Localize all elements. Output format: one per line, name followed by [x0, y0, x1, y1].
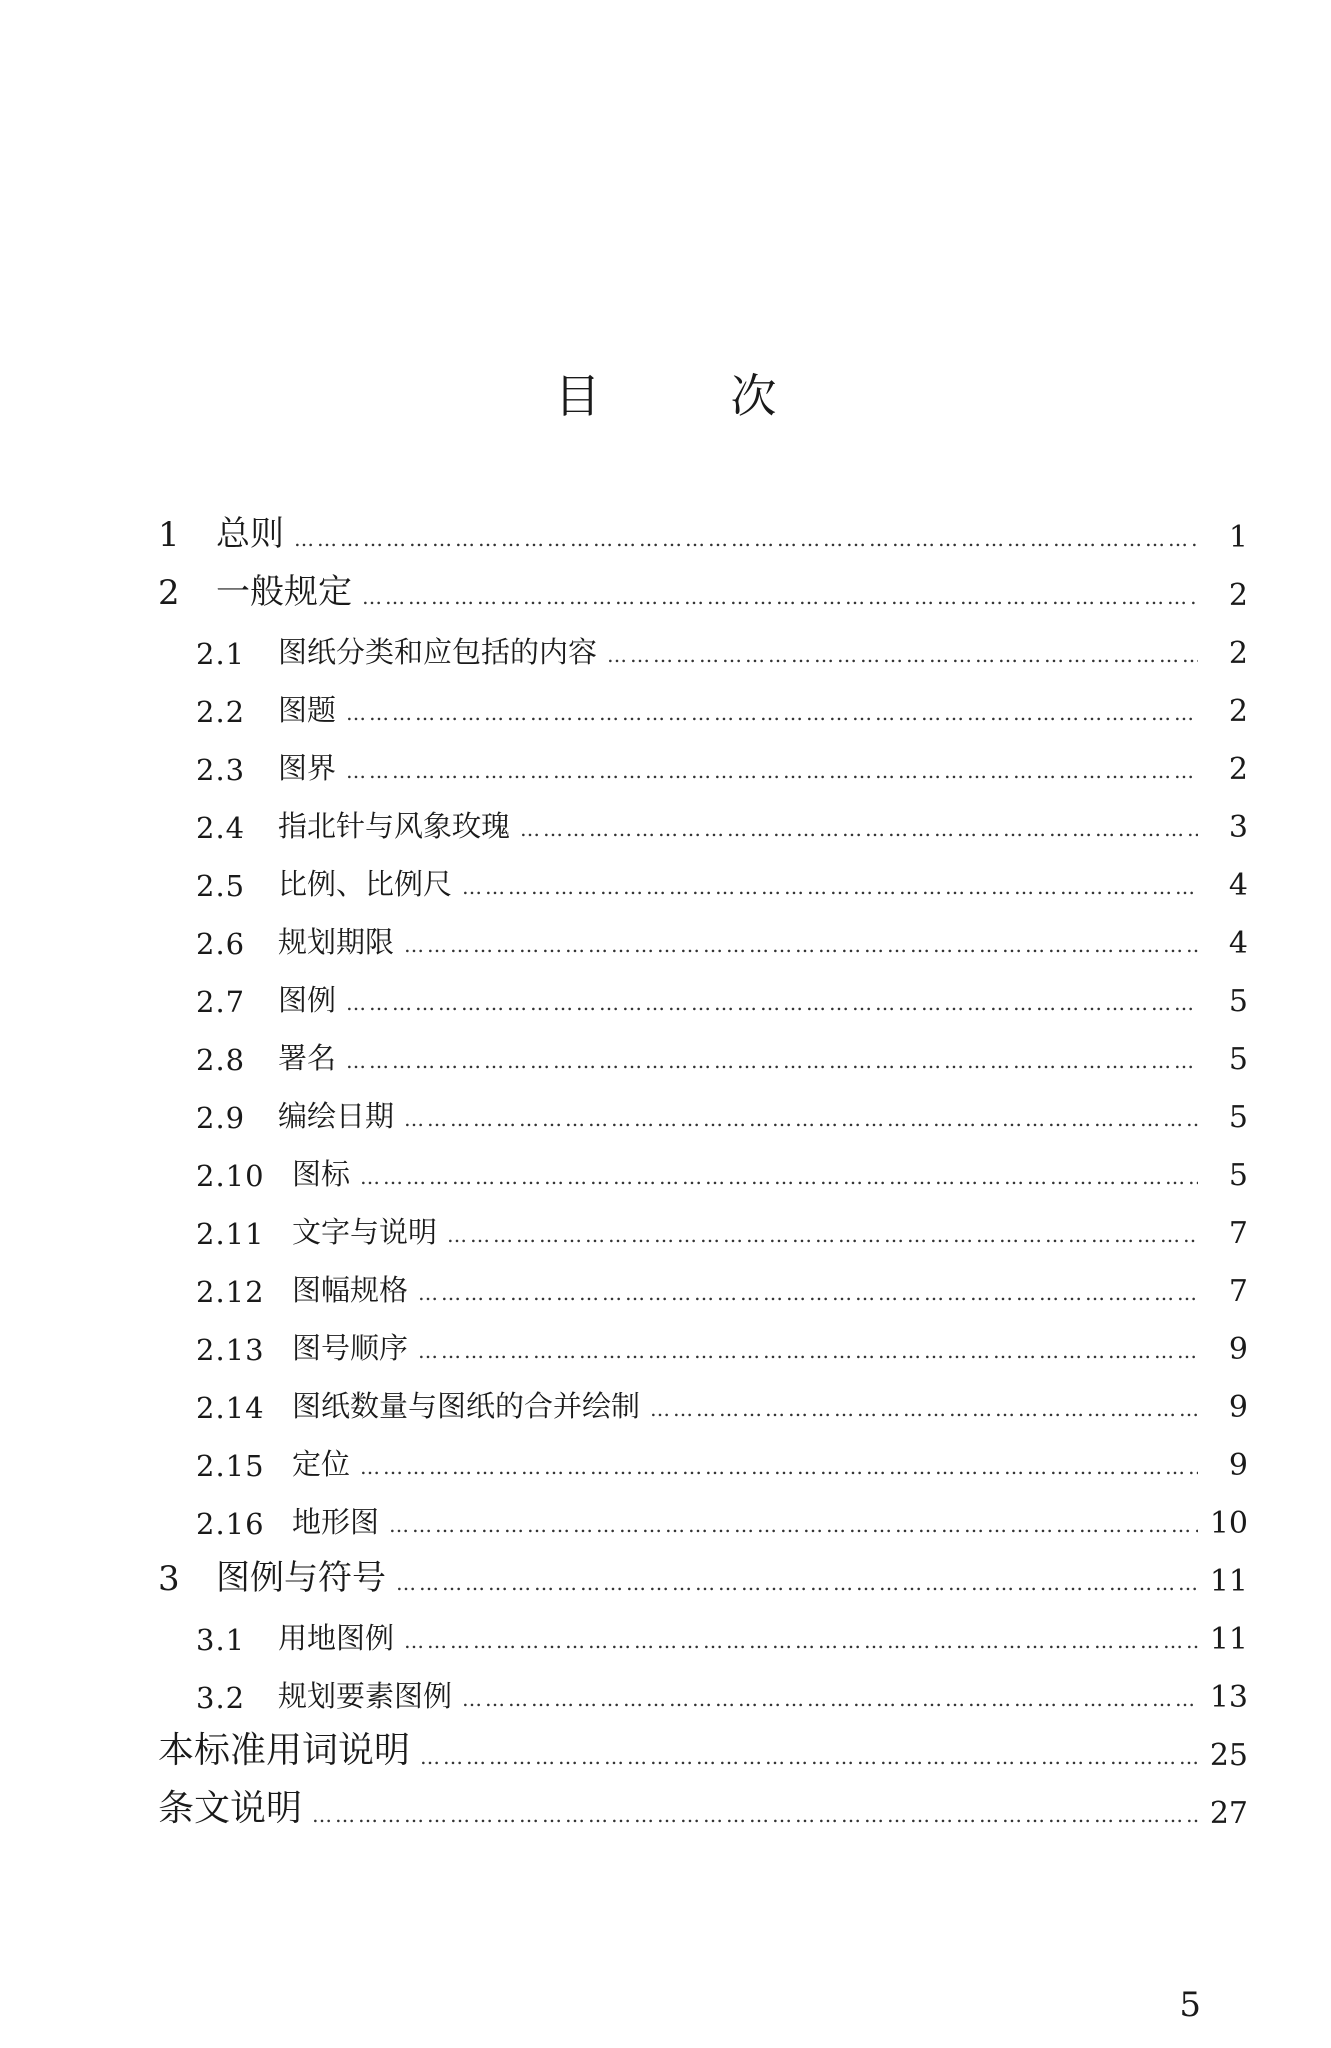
- toc-entry-label: 编绘日期: [278, 1099, 395, 1133]
- toc-entry[interactable]: [158, 853, 1248, 911]
- toc-dot-leader: [294, 529, 1198, 549]
- toc-entry-page: 2: [1228, 578, 1248, 613]
- toc-entry[interactable]: [158, 911, 1248, 969]
- toc-entry-label: 规划期限: [278, 925, 395, 959]
- toc-entry-label: 条文说明: [158, 1788, 303, 1829]
- toc-dot-leader: [404, 935, 1198, 955]
- toc-entry[interactable]: [158, 1259, 1248, 1317]
- toc-entry-label: 指北针与风象玫瑰: [278, 809, 511, 843]
- toc-dot-leader: [346, 761, 1198, 781]
- toc-entry[interactable]: [158, 621, 1248, 679]
- toc-entry[interactable]: [158, 795, 1248, 853]
- toc-entry-number: 3.1: [196, 1623, 246, 1657]
- toc-entry-number: 2.16: [196, 1507, 265, 1541]
- toc-entry[interactable]: [158, 1027, 1248, 1085]
- toc-dot-leader: [346, 1051, 1198, 1071]
- toc-dot-leader: [346, 993, 1198, 1013]
- table-of-contents: [158, 505, 1248, 1839]
- page-number: 5: [1179, 1985, 1201, 2025]
- toc-dot-leader: [362, 587, 1198, 607]
- toc-entry-label: 一般规定: [216, 572, 352, 612]
- toc-entry-label: 地形图: [292, 1505, 380, 1539]
- toc-title: [0, 360, 1331, 426]
- toc-entry-label: 图标: [292, 1157, 351, 1191]
- toc-entry-label: 图题: [278, 693, 337, 727]
- toc-dot-leader: [418, 1341, 1198, 1361]
- toc-entry-number: 2.12: [196, 1275, 265, 1309]
- toc-entry-page: 5: [1228, 1042, 1248, 1077]
- toc-entry-page: 2: [1228, 752, 1248, 787]
- toc-entry-page: 10: [1209, 1506, 1248, 1541]
- toc-entry-page: 9: [1228, 1390, 1248, 1425]
- toc-entry-number: 2.8: [196, 1043, 246, 1077]
- toc-entry[interactable]: [158, 679, 1248, 737]
- toc-dot-leader: [360, 1457, 1198, 1477]
- toc-entry-number: 2.7: [196, 985, 246, 1019]
- toc-dot-leader: [650, 1399, 1198, 1419]
- toc-entry-label: 图幅规格: [292, 1273, 409, 1307]
- toc-entry-page: 4: [1228, 868, 1248, 903]
- toc-title-char-1: 目: [554, 369, 601, 423]
- toc-dot-leader: [462, 1689, 1198, 1709]
- toc-entry-number: 2.9: [196, 1101, 246, 1135]
- toc-entry-page: 7: [1228, 1216, 1248, 1251]
- toc-entry-number: 2.11: [196, 1217, 265, 1251]
- toc-entry-label: 图号顺序: [292, 1331, 409, 1365]
- toc-entry[interactable]: [158, 737, 1248, 795]
- toc-entry[interactable]: [158, 1201, 1248, 1259]
- toc-entry[interactable]: [158, 1085, 1248, 1143]
- toc-entry-number: 2.2: [196, 695, 246, 729]
- toc-entry[interactable]: [158, 1491, 1248, 1549]
- toc-dot-leader: [389, 1515, 1198, 1535]
- toc-entry-page: 11: [1209, 1564, 1248, 1599]
- toc-entry-label: 定位: [292, 1447, 351, 1481]
- toc-dot-leader: [447, 1225, 1198, 1245]
- toc-entry-page: 4: [1228, 926, 1248, 961]
- toc-title-char-2: 次: [730, 369, 777, 423]
- toc-entry-number: 3.2: [196, 1681, 246, 1715]
- toc-entry-label: 图纸数量与图纸的合并绘制: [292, 1389, 641, 1423]
- toc-entry-label: 图例与符号: [216, 1558, 386, 1598]
- toc-entry[interactable]: [158, 1317, 1248, 1375]
- toc-entry-number: 2.5: [196, 869, 246, 903]
- toc-dot-leader: [420, 1747, 1198, 1767]
- toc-entry-label: 比例、比例尺: [278, 867, 453, 901]
- toc-entry-page: 5: [1228, 1158, 1248, 1193]
- toc-entry-page: 2: [1228, 636, 1248, 671]
- toc-entry[interactable]: [158, 969, 1248, 1027]
- toc-entry[interactable]: [158, 1781, 1248, 1839]
- toc-entry-label: 文字与说明: [292, 1215, 438, 1249]
- toc-entry-label: 图界: [278, 751, 337, 785]
- toc-entry-page: 5: [1228, 984, 1248, 1019]
- toc-entry-page: 5: [1228, 1100, 1248, 1135]
- toc-entry[interactable]: [158, 505, 1248, 563]
- toc-dot-leader: [462, 877, 1198, 897]
- toc-entry-number: 2.10: [196, 1159, 265, 1193]
- toc-entry-number: 2.14: [196, 1391, 265, 1425]
- toc-dot-leader: [607, 645, 1198, 665]
- toc-entry[interactable]: [158, 1723, 1248, 1781]
- toc-entry[interactable]: [158, 563, 1248, 621]
- toc-dot-leader: [418, 1283, 1198, 1303]
- toc-entry[interactable]: [158, 1665, 1248, 1723]
- toc-dot-leader: [346, 703, 1198, 723]
- toc-dot-leader: [396, 1573, 1198, 1593]
- toc-entry-page: 7: [1228, 1274, 1248, 1309]
- toc-entry-page: 9: [1228, 1448, 1248, 1483]
- toc-entry-page: 9: [1228, 1332, 1248, 1367]
- toc-entry[interactable]: [158, 1143, 1248, 1201]
- toc-entry-number: 2.1: [196, 637, 246, 671]
- toc-dot-leader: [360, 1167, 1198, 1187]
- toc-entry-label: 图例: [278, 983, 337, 1017]
- toc-entry-label: 用地图例: [278, 1621, 395, 1655]
- toc-entry-label: 署名: [278, 1041, 337, 1075]
- toc-entry-page: 27: [1209, 1796, 1248, 1831]
- toc-entry-label: 图纸分类和应包括的内容: [278, 635, 598, 669]
- toc-entry-page: 1: [1228, 520, 1248, 555]
- toc-entry-number: 2.4: [196, 811, 246, 845]
- toc-entry[interactable]: [158, 1433, 1248, 1491]
- toc-entry-label: 规划要素图例: [278, 1679, 453, 1713]
- toc-entry-label: 本标准用词说明: [158, 1730, 411, 1771]
- toc-entry-number: 3: [158, 1559, 180, 1599]
- toc-entry-number: 2: [158, 573, 180, 613]
- toc-entry-page: 11: [1209, 1622, 1248, 1657]
- toc-entry-number: 1: [158, 515, 180, 555]
- toc-entry-page: 13: [1209, 1680, 1248, 1715]
- toc-dot-leader: [312, 1805, 1198, 1825]
- toc-entry-page: 3: [1228, 810, 1248, 845]
- toc-entry[interactable]: [158, 1375, 1248, 1433]
- toc-entry-number: 2.15: [196, 1449, 265, 1483]
- toc-entry-number: 2.13: [196, 1333, 265, 1367]
- toc-dot-leader: [404, 1631, 1198, 1651]
- toc-entry-number: 2.6: [196, 927, 246, 961]
- toc-dot-leader: [404, 1109, 1198, 1129]
- toc-entry[interactable]: [158, 1549, 1248, 1607]
- toc-entry-page: 25: [1209, 1738, 1248, 1773]
- toc-entry-label: 总则: [216, 514, 284, 554]
- toc-entry-number: 2.3: [196, 753, 246, 787]
- toc-entry-page: 2: [1228, 694, 1248, 729]
- toc-entry[interactable]: [158, 1607, 1248, 1665]
- toc-dot-leader: [520, 819, 1198, 839]
